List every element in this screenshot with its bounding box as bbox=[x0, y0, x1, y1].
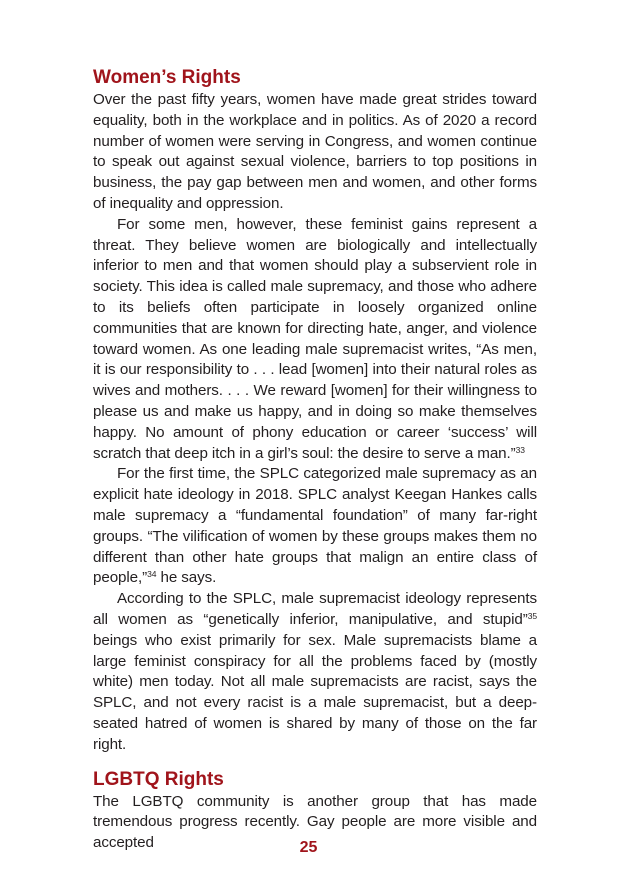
paragraph-text: beings who exist primarily for sex. Male supremacists blame a large feminist conspiracy for all the problems faced by (mostly white) men today. Not all male supremacists are racist, says the SPLC, and not every racist is a male supremacist, but a deep-seated hatred of women is shared by many of those on the far right. bbox=[93, 631, 537, 753]
paragraph bbox=[93, 464, 537, 589]
footnote-ref: 34 bbox=[147, 569, 157, 580]
paragraph-text: For the first time, the SPLC categorized male supremacy as an explicit hate ideology in 2018. SPLC analyst Keegan Hankes calls male supremacy a “fundamental foundation” of many far-right groups. “The vilification of women by these groups makes them no different than other hate groups that malign an entire class of people,” bbox=[93, 465, 537, 587]
page-body bbox=[93, 64, 537, 854]
paragraph-text: According to the SPLC, male supremacist ideology represents all women as “genetically inferior, manipulative, and stupid” bbox=[93, 590, 537, 628]
paragraph: Over the past fifty years, women have made great strides toward equality, both in the workplace and in politics. As of 2020 a record number of women were serving in Congress, and women continue to speak out against sexual violence, barriers to top positions in business, the pay gap between men and women, and other forms of inequality and oppression. bbox=[93, 91, 537, 212]
paragraph bbox=[93, 589, 537, 755]
section-heading-lgbtq-rights: LGBTQ Rights bbox=[93, 768, 224, 790]
section-heading-womens-rights: Women’s Rights bbox=[93, 67, 241, 88]
paragraph bbox=[93, 215, 537, 465]
section-womens-rights bbox=[93, 66, 537, 756]
paragraph-text: he says. bbox=[156, 569, 217, 587]
page-number: 25 bbox=[299, 839, 318, 856]
footnote-ref: 33 bbox=[515, 444, 525, 455]
paragraph-text: For some men, however, these feminist gains represent a threat. They believe women are biologically and intellectually inferior to men and that women should play a subservient role in society. This idea is called male supremacy, and those who adhere to its beliefs often participate in loosely organized online communities that are known for directing hate, anger, and violence toward women. As one leading male supremacist writes, “As men, it is our responsibility to . . . lead [women] into their natural roles as wives and mothers. . . . We reward [women] for their willingness to please us and make us happy, and in doing so make themselves happy. No amount of phony education or career ‘success’ will scratch that deep itch in a girl’s soul: the desire to serve a man.” bbox=[93, 215, 537, 462]
paragraph: The LGBTQ community is another group that has made tremendous progress recently. Gay people are more visible and accepted bbox=[93, 792, 537, 852]
footnote-ref: 35 bbox=[527, 610, 537, 621]
